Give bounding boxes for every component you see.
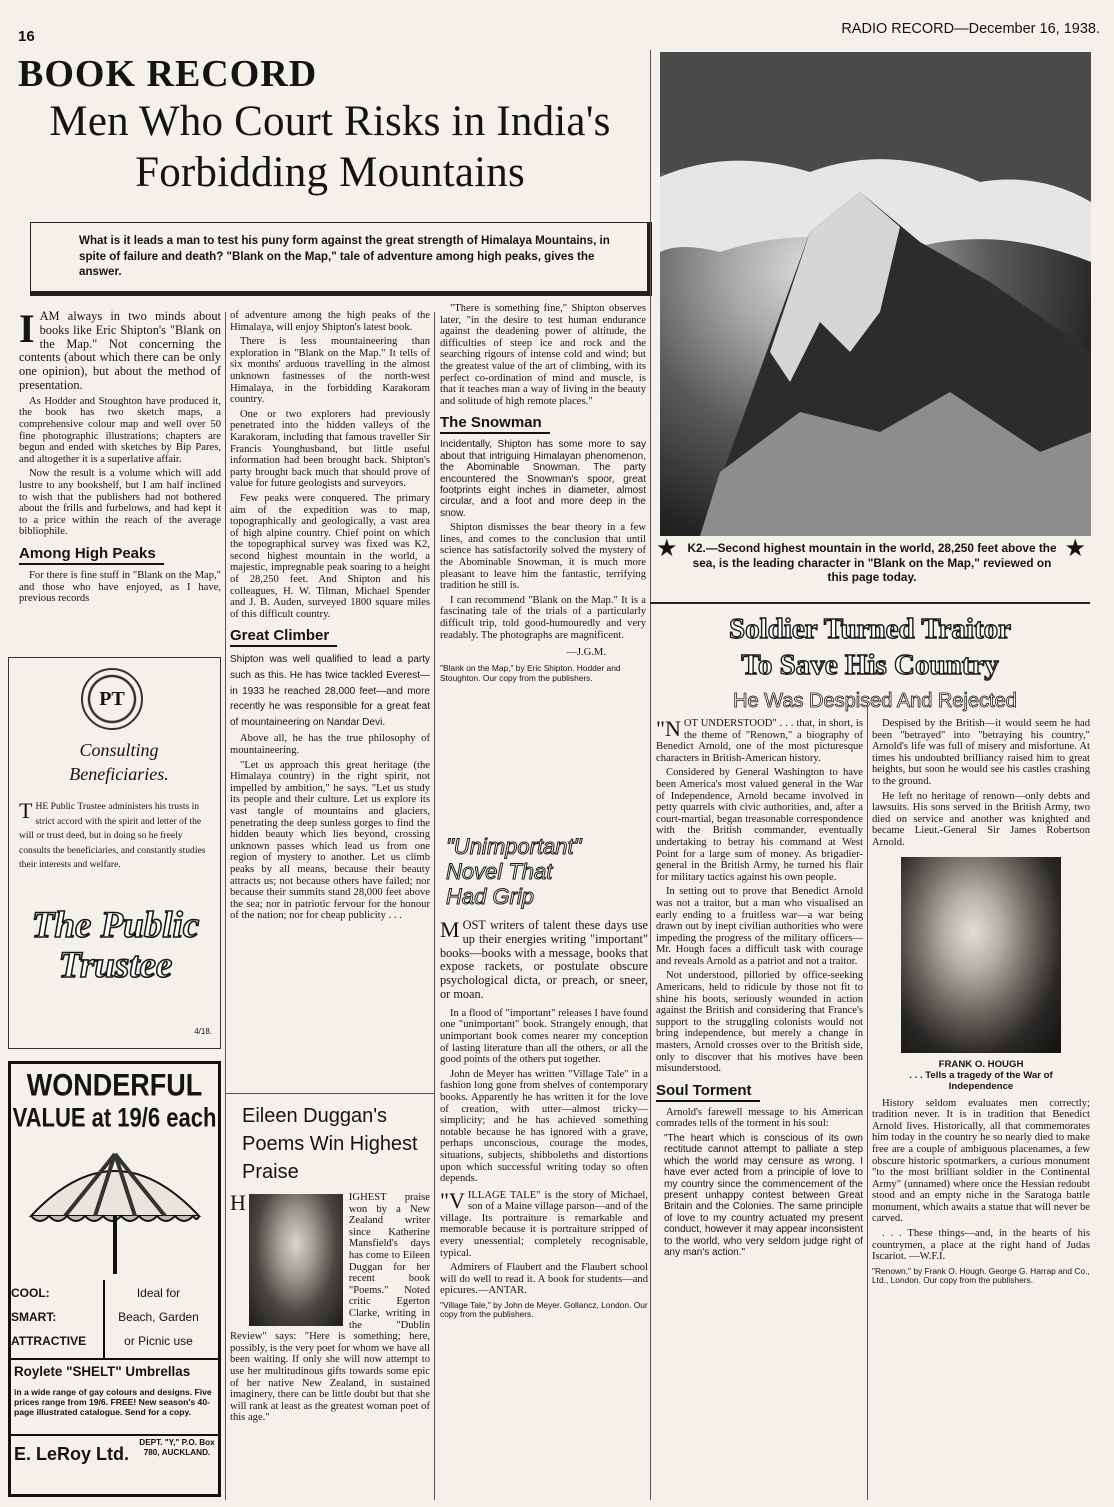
umbrella-row-2-right: Beach, Garden: [118, 1310, 199, 1324]
unimportant-body: [440, 919, 648, 1002]
subheading-great-climber: Great Climber: [230, 627, 337, 647]
column-rule: [225, 312, 226, 1500]
running-head: RADIO RECORD—December 16, 1938.: [841, 21, 1100, 37]
umbrella-details: in a wide range of gay colours and designs. Five prices range from 19/6. FREE! New season's 40-page illustrated catalogue. Send for a copy.: [14, 1387, 212, 1417]
star-icon: ★: [656, 538, 678, 562]
umbrella-illustration: [25, 1146, 205, 1276]
trustee-tagline: Consulting Beneficiaries.: [69, 740, 169, 784]
page-number: 16: [18, 28, 35, 45]
paragraph: John de Meyer has written "Village Tale" in a fashion long gone from shelves of contemporary books. Apparently he has written it for the love of creation, with utter—almost tricky—simplicity; and he has achieved something notable because he has ignored with a grave, perhaps unconscious, courage the modes, situations, subjects, shibboleths and distortions upon which successful writing today so often depends.: [440, 1068, 648, 1185]
umbrella-row-2-left: SMART:: [11, 1310, 57, 1324]
k2-caption-box: [652, 538, 1092, 600]
village-tale-body: [440, 1187, 648, 1260]
drop-cap: "N: [656, 718, 681, 741]
traitor-column-2: [872, 718, 1090, 1498]
paragraph: of adventure among the high peaks of the Himalaya, will enjoy Shipton's latest book.: [230, 310, 430, 333]
traitor-column-1: [656, 718, 863, 1498]
column-rule: [434, 312, 435, 1500]
book-credit: "Renown," by Frank O. Hough. George G. Harrap and Co., Ltd., London. Our copy from the publishers.: [872, 1265, 1090, 1286]
traitor-subhead: He Was Despised And Rejected: [733, 690, 1017, 712]
traitor-headline-1: Soldier Turned Traitor: [729, 613, 1011, 645]
traitor-lead-text: OT UNDERSTOOD" . . . that, in short, is the theme of "Renown," a biography of Benedict Arnold, one of the most picturesque characters in British-American history.: [656, 718, 863, 764]
paragraph: For there is fine stuff in "Blank on the Map," and those who have enjoyed, as I have, previous records: [19, 569, 221, 605]
book-credit: "Blank on the Map," by Eric Shipton. Hodder and Stoughton. Our copy from the publishers.: [440, 663, 621, 683]
duggan-headline: Eileen Duggan's Poems Win Highest Praise: [242, 1105, 418, 1183]
paragraph: . . . These things—and, in the hearts of his countrymen, a place at the right hand of Judas Iscariot. —W.F.I.: [872, 1228, 1090, 1263]
paragraph: Despised by the British—it would seem he had been "betrayed" into "betraying his country," Arnold's life was full of misery and misfortune. At times his undoubted brilliancy raised him to great heights, but soon he would see his castles crashing to the ground.: [872, 718, 1090, 787]
paragraph: Now the result is a volume which will add lustre to any bookshelf, but I am half inclined to wish that the publishers had not bothered about the frills and furbelows, and had kept it to a price within the reach of the average bibliophile.: [19, 468, 221, 538]
portrait-name: FRANK O. HOUGH: [938, 1058, 1024, 1070]
drop-cap: M: [440, 917, 460, 942]
trustee-logo-letters: PT: [99, 688, 125, 710]
arnold-quote: "The heart which is conscious of its own rectitude cannot attempt to palliate a step which the world may censure as wrong. I have ever acted from a principle of love to my country since the commencement of the present unhappy contest between Great Britain and the Colonies. The same principle of love to my country actuated my present conduct, however it may appear inconsistent to the world, who very seldom judge right of any man's action.": [664, 1133, 863, 1259]
book-credit: "Village Tale," by John de Meyer. Gollancz, London. Our copy from the publishers.: [440, 1300, 648, 1320]
drop-cap: "V: [440, 1187, 465, 1213]
paragraph: Shipton was well qualified to lead a party such as this. He has twice tackled Everest—in 1933 he reached 28,000 feet—and more recently he was responsible for a great feat of mountaineering on Nandar Devi.: [230, 654, 430, 728]
traitor-lead: [656, 718, 863, 764]
trustee-body-text: HE Public Trustee administers his trusts in strict accord with the spirit and letter of the will or trust deed, but in doing so he freely consults the beneficiaries, and constantly studies their interests and welfare.: [19, 801, 206, 871]
umbrella-company: E. LeRoy Ltd.: [14, 1444, 130, 1464]
subheading-among-high-peaks: Among High Peaks: [19, 545, 164, 565]
umbrella-headline-2: VALUE at 19/6 each: [12, 1102, 217, 1133]
hough-portrait: [901, 857, 1061, 1053]
article-column-2: [230, 310, 430, 1086]
subheading-the-snowman: The Snowman: [440, 414, 550, 434]
paragraph: "There is something fine," Shipton observes later, "in the desire to test human endurance against the deadening power of altitude, the difficulties of steep ice and rock and the searching rigours of intense cold and wind; but the greatest value of the art of climbing, with its perfect co-ordination of mind and muscle, is that it teaches man a way of living in the beauty and solitude of high remote places.": [440, 303, 646, 407]
trustee-code: 4/18.: [194, 1027, 212, 1036]
paragraph: History seldom evaluates men correctly; tradition never. It is in tradition that Benedict Arnold lives. Historically, all that commemorates him today in the country he so nearly died to make free are a couple of ambiguous placenames, a few obscure historic spotmarkers, a curious monument "to the most brilliant soldier in the Continental Army" (unnamed) where once the Hessian redoubt stood and an empty niche in the Saratoga battle monument, which awaits a statue that will never be carved.: [872, 1097, 1090, 1225]
paragraph: I can recommend "Blank on the Map." It is a fascinating tale of the trials of a particularly difficult trip, told good-humouredly and very readably. The photographs are magnificent.: [440, 594, 646, 641]
umbrella-rule-vertical: [103, 1280, 105, 1358]
paragraph: In a flood of "important" releases I have found one "unimportant" book. Strangely enough, that unimportant book comes nearer my conception of lasting literature than all the others, or all the good points of the others put together.: [440, 1007, 648, 1066]
umbrella-rule-horizontal: [11, 1358, 218, 1360]
paragraph: ILLAGE TALE" is the story of Michael, son of a Maine village parson—and of the village. Its portraiture is remarkable and memorable because it is portraiture stripped of every unessential; completely recognisable, typical.: [440, 1189, 648, 1259]
unimportant-article: [440, 826, 648, 1498]
section-divider: [225, 1093, 435, 1094]
umbrella-canopy: [31, 1171, 199, 1216]
k2-caption: K2.—Second highest mountain in the world, 28,250 feet above the sea, is the leading character in "Blank on the Map," reviewed on this page today.: [687, 541, 1057, 585]
umbrella-row-1-right: Ideal for: [136, 1286, 181, 1300]
paragraph: As Hodder and Stoughton have produced it, the book has two sketch maps, a comprehensive colour map and well over 50 fine photographic illustrations; chapters are begun and ended with sketches by Bip Pares, and altogether it is a superlative affair.: [19, 395, 221, 465]
article-column-1: [19, 310, 221, 656]
paragraph: Shipton dismisses the bear theory in a few lines, and comes to the conclusion that until science has satisfactorily solved the mystery of the Abominable Snowman, it is much more pleasant to leave him the fantastic, terrifying tradition he still is.: [440, 522, 646, 592]
public-trustee-ad: [8, 657, 221, 1049]
duggan-intro: IGHEST praise won by a New Zealand writer since Katherine Mansfield's days has come to Eileen Duggan for her recent book "Poems." Noted critic Egerton Clarke, writing in the "Dublin Review" says:: [230, 1192, 430, 1343]
traitor-headline-2: To Save His Country: [741, 649, 999, 681]
umbrella-ad: [8, 1061, 221, 1497]
page-headline: Men Who Court Risks in India's Forbidding Mountains: [49, 98, 611, 196]
umbrella-rule-bottom: [11, 1434, 218, 1436]
duggan-portrait: [249, 1194, 343, 1326]
umbrella-row-3-right: or Picnic use: [124, 1334, 193, 1348]
trustee-brand-line2: Trustee: [58, 945, 173, 986]
drop-cap: T: [19, 798, 33, 823]
drop-cap: I: [19, 310, 35, 351]
paragraph: "Let us approach this great heritage (the Himalaya country) in the right spirit, not impelled by ambition," he says. "Let us study its people and their culture. Let us explore its vast tangle of mountains and glaciers, penetrating the deep sunless gorges to find the hidden beauty which lies beyond, crossing unknown passes which lead us from one region of mystery to another. Let us climb peaks by all means, because their beauty attracts us; not because others have failed; nor because their summits stand 28,000 feet above the sea; nor in patriotic fervour for the honour of the nation; nor for cheap publicity . . .: [230, 759, 430, 922]
standfirst-box: [30, 222, 652, 296]
portrait-caption: . . . Tells a tragedy of the War of Independence: [909, 1069, 1053, 1092]
paragraph: One or two explorers had previously penetrated into the hidden valleys of the Karakoram, including that famous traveller Sir Francis Younghusband, but little useful information had been brought back. Shipton's party brought back much that should prove of value for future geologists and surveyors.: [230, 408, 430, 490]
duggan-body: [230, 1192, 430, 1424]
paragraph: There is less mountaineering than exploration in "Blank on the Map." It tells of six months' arduous travelling in the almost unknown fastnesses of the north-west Himalaya, in the forbidding Karakoram country.: [230, 336, 430, 406]
k2-photo: [660, 52, 1091, 536]
trustee-brand-line1: The Public: [31, 905, 200, 946]
trustee-body: [19, 800, 211, 873]
column-rule: [867, 705, 868, 1500]
paragraph: AM always in two minds about books like Eric Shipton's "Blank on the Map." Not concerning the contents (about which there can be only one opinion), but about the method of presentation.: [19, 310, 221, 392]
column-rule: [650, 50, 651, 1500]
paragraph: Not understood, pilloried by office-seeking Americans, held to ridicule by those not fit to shine his boots, seriously wounded in action against the British and considering that France's support to the struggling colonists would not bring independence, but merely a change in masters, Arnold crosses over to the British side, only to discover that his motives have been misunderstood.: [656, 970, 863, 1075]
umbrella-row-1-left: COOL:: [11, 1286, 50, 1300]
umbrella-address: DEPT. "Y," P.O. Box 780, AUCKLAND.: [139, 1438, 215, 1457]
paragraph: Admirers of Flaubert and the Flaubert school will do well to read it. A book for students—and epicures.—ANTAR.: [440, 1262, 648, 1297]
paragraph: Above all, he has the true philosophy of mountaineering.: [230, 733, 430, 756]
umbrella-pole: [113, 1216, 117, 1274]
subheading-soul-torment: Soul Torment: [656, 1082, 760, 1102]
signoff: —J.G.M.: [566, 647, 606, 659]
umbrella-headline-1: WONDERFUL: [26, 1067, 203, 1103]
k2-mountain-shape: [660, 52, 1091, 536]
umbrella-product: Roylete "SHELT" Umbrellas: [14, 1364, 191, 1379]
unimportant-headline: "Unimportant" Novel That Had Grip: [446, 834, 582, 909]
paragraph: Incidentally, Shipton has some more to say about that intriguing Himalayan phenomenon, the Abominable Snowman. The party encountered the Snowman's spoor, great footprints eight inches in diameter, almost circular, and a foot and more deep in the snow.: [440, 439, 646, 519]
star-icon: ★: [1064, 538, 1086, 562]
paragraph: Arnold's farewell message to his American comrades tells of the torment in his soul:: [656, 1106, 863, 1130]
trustee-logo: [81, 668, 143, 730]
duggan-quote: "Here is something; here, possibly, is the very poet for whom we have all been waiting. If only she will now attempt to use her multitudinous gifts towards some epic of her native New Zealand, in sustained imaginery, there can be little doubt but that she will rank at least as the greatest woman poet of this age.": [230, 1331, 430, 1424]
drop-cap: H: [230, 1190, 246, 1215]
paragraph: Considered by General Washington to have been America's most valued general in the War of Independence, Arnold became involved in petty quarrels with civic authorities, and, after a court-martial, began treasonable correspondence with the British commander, eventually undertaking to betray his command at West Point for a large sum of money. As brigadier-general in the British Army, he turned his flair for military tactics against his own people.: [656, 767, 863, 883]
section-label: BOOK RECORD: [18, 53, 318, 95]
paragraph: OST writers of talent these days use up their energies writing "important" books—books with a message, books that expose rackets, or postulate obscure psychological dicta, or preach, or sneer, or moan.: [440, 918, 648, 1001]
paragraph: Few peaks were conquered. The primary aim of the expedition was to map, topographically and geologically, a vast area of high alpine country. Chief point on which the topographical survey was fixed was K2, second highest mountain in the world, a majestic, impregnable peak soaring to a height of 28,250 feet. And Shipton and his colleagues, H. W. Tilman, Michael Spender and J. B. Auden, surveyed 1800 square miles of this difficult country.: [230, 492, 430, 620]
duggan-article: [230, 1096, 430, 1498]
section-divider: [650, 602, 1090, 604]
umbrella-row-3-left: ATTRACTIVE: [11, 1334, 87, 1348]
standfirst: What is it leads a man to test his puny form against the great strength of Himalaya Mountains, in spite of failure and death? "Blank on the Map," tale of adventure among high peaks, gives the answer.: [79, 234, 610, 279]
paragraph: He left no heritage of renown—only debts and lawsuits. His sons served in the British Army, two died on service and another was knighted and became Lieut.-General Sir James Robertson Arnold.: [872, 790, 1090, 848]
article-column-3: [440, 303, 646, 823]
paragraph: In setting out to prove that Benedict Arnold was not a traitor, but a man who visualised an early ending to a fruitless war—a war being drawn out by inept civilian authorities who were impeding the progress of the military officers—Mr. Hough faces a difficult task with courage and reveals Arnold as a patriot and not a traitor.: [656, 886, 863, 967]
